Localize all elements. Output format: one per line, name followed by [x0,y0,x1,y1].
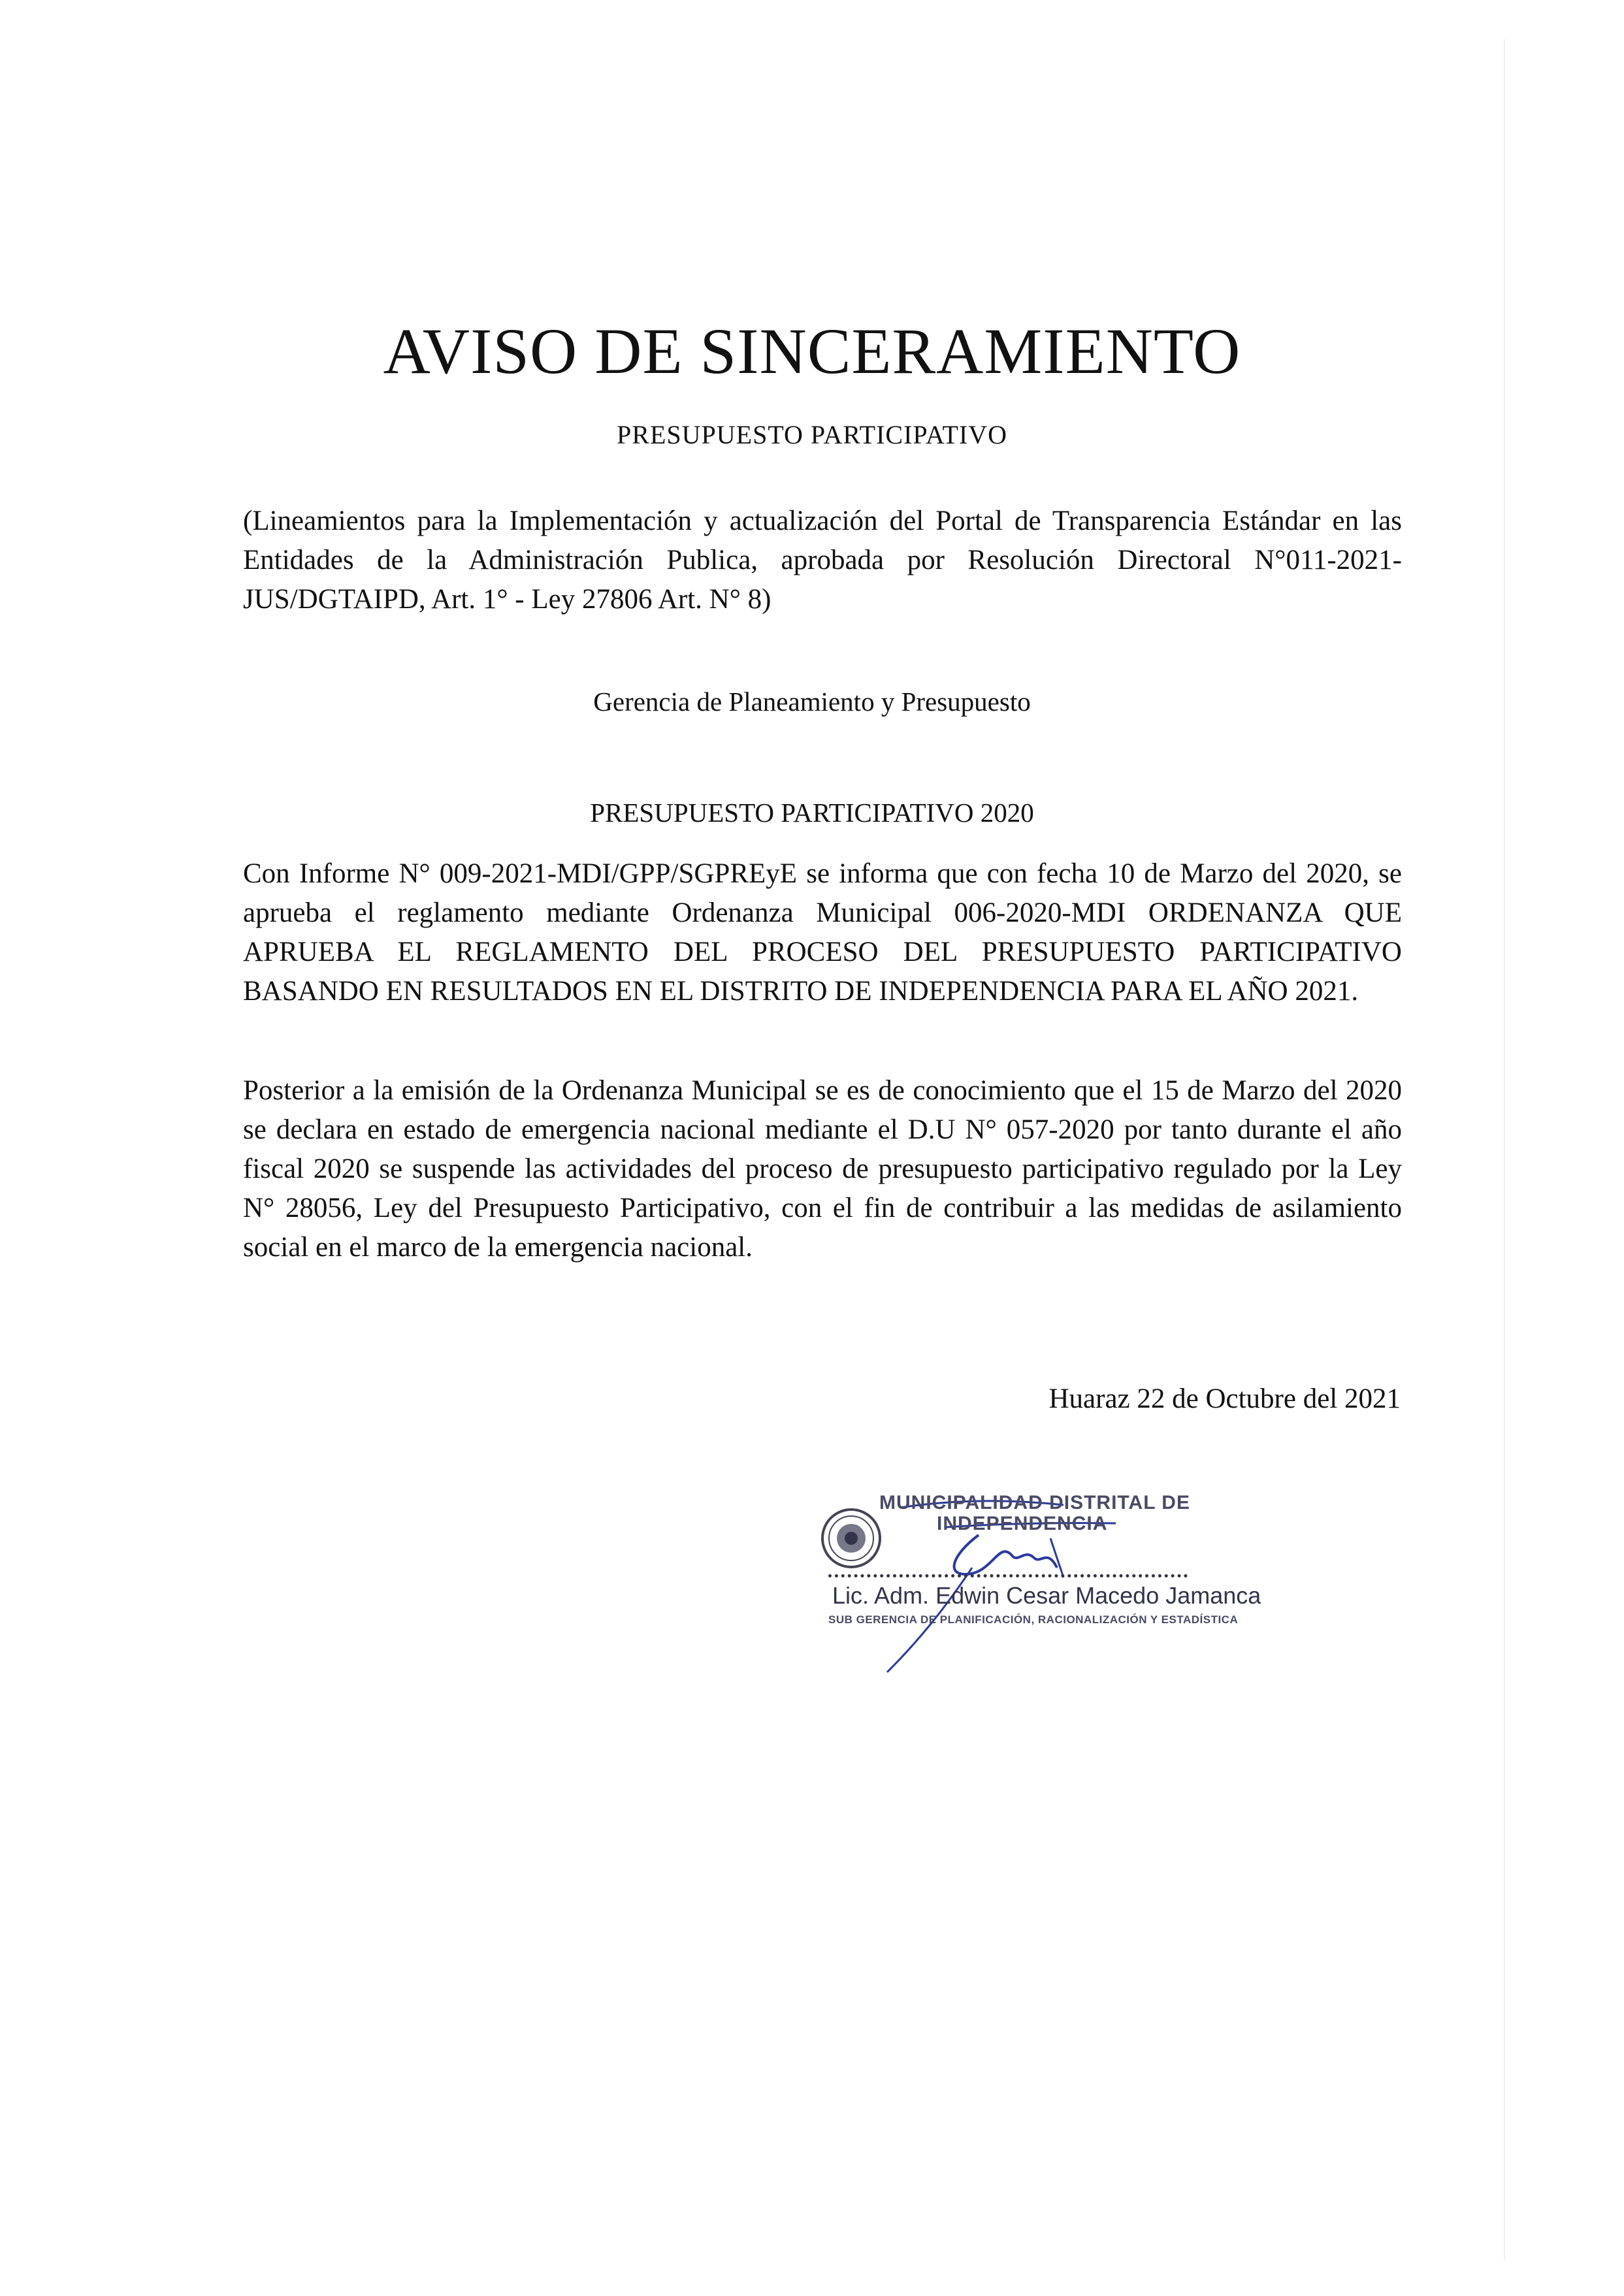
signer-name: Lic. Adm. Edwin Cesar Macedo Jamanca [832,1582,1261,1609]
legal-reference-block [243,502,1402,619]
document-title: AVISO DE SINCERAMIENTO [383,315,1241,387]
body-paragraph-1-block [243,854,1402,1011]
signer-position: SUB GERENCIA DE PLANIFICACIÓN, RACIONALIZACIÓN Y ESTADÍSTICA [828,1613,1239,1626]
body-paragraph: Con Informe N° 009-2021-MDI/GPP/SGPREyE se informa que con fecha 10 de Marzo del 2020, se aprueba el reglamento mediante Ordenanza Municipal 006-2020-MDI ORDENANZA QUE APRUEBA EL REGLAMENTO DEL PROCESO DEL PRESUPUESTO PARTICIPATIVO BASANDO EN RESULTADOS EN EL DISTRITO DE INDEPENDENCIA PARA EL AÑO 2021. [243,858,1402,1007]
body-paragraph-2-block [243,1071,1402,1267]
place-date: Huaraz 22 de Octubre del 2021 [1048,1383,1401,1414]
document-subtitle: PRESUPUESTO PARTICIPATIVO [617,420,1007,449]
signature-line [828,1574,1188,1577]
body-paragraph: Posterior a la emisión de la Ordenanza Municipal se es de conocimiento que el 15 de Marzo del 2020 se declara en estado de emergencia nacional mediante el D.U N° 057-2020 por tanto durante el año fiscal 2020 se suspende las actividades del proceso de presupuesto participativo regulado por la Ley N° 28056, Ley del Presupuesto Participativo, con el fin de contribuir a las medidas de asilamiento social en el marco de la emergencia nacional. [243,1075,1402,1263]
stamp-district: INDEPENDENCIA [937,1513,1108,1534]
official-stamp [815,1476,1261,1692]
stamp-institution: MUNICIPALIDAD DISTRITAL DE [879,1492,1190,1513]
legal-reference: (Lineamientos para la Implementación y actualización del Portal de Transparencia Estándar en las Entidades de la Administración Publica, aprobada por Resolución Directoral N°011-2021-JUS/DGTAIPD, Art. 1° - Ley 27806 Art. N° 8) [243,506,1402,615]
office-name: Gerencia de Planeamiento y Presupuesto [593,687,1031,717]
section-title: PRESUPUESTO PARTICIPATIVO 2020 [590,798,1034,828]
municipal-seal-icon [822,1510,880,1567]
